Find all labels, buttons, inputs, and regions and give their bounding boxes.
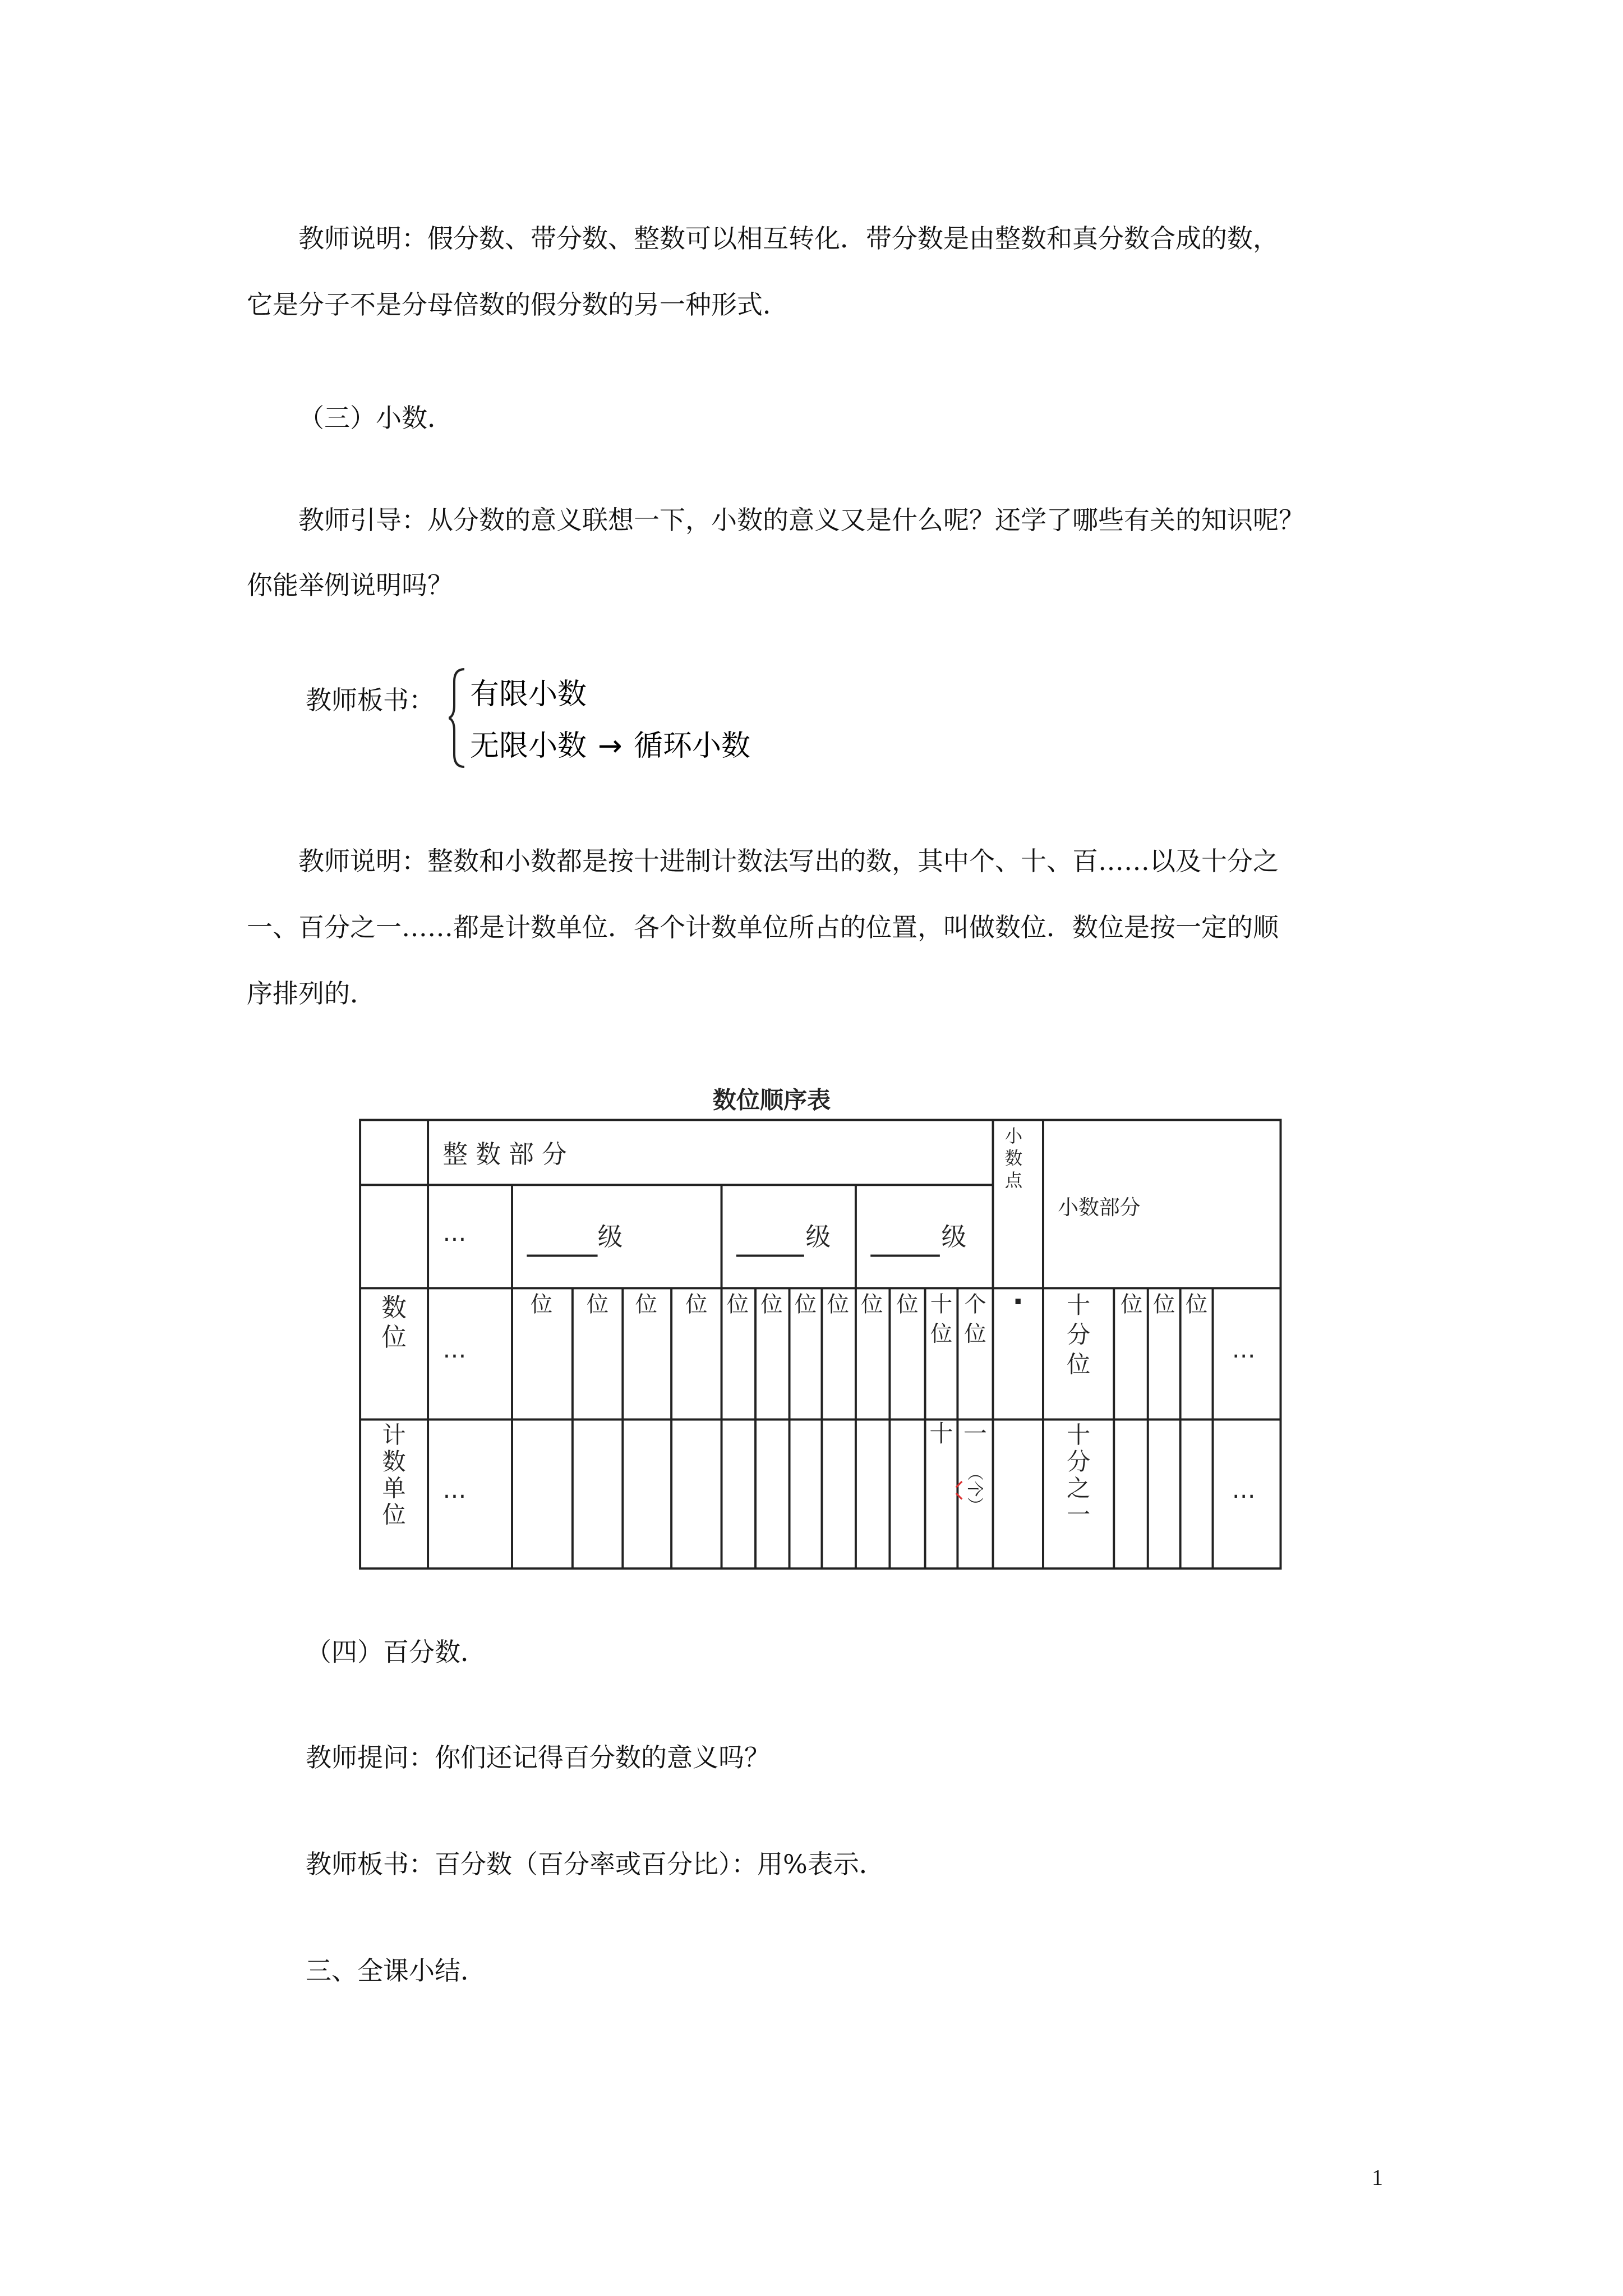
paragraph-line: 教师板书：百分数（百分率或百分比）：用%表示． — [306, 1849, 885, 1879]
ellipsis: … — [1232, 1336, 1256, 1364]
place-cell: 位 — [794, 1291, 817, 1318]
decimal-point-header: 数 — [1004, 1148, 1023, 1169]
place-cell: 位 — [685, 1291, 708, 1318]
brace-item-infinite: 无限小数 — [470, 729, 587, 763]
place-cell: 位 — [1185, 1291, 1208, 1318]
ellipsis: … — [442, 1336, 467, 1364]
paragraph-line: 教师说明：整数和小数都是按十进制计数法写出的数，其中个、十、百……以及十分之 — [298, 846, 1279, 876]
tenths-place: 十 — [1067, 1291, 1091, 1319]
section-heading: （四）百分数． — [306, 1637, 486, 1667]
brace-item-finite: 有限小数 — [470, 678, 587, 711]
place-cell: 位 — [896, 1291, 919, 1318]
ones-place: 位 — [964, 1321, 986, 1347]
paragraph-line: 一、百分之一……都是计数单位．各个计数单位所占的位置，叫做数位．数位是按一定的顺 — [247, 912, 1279, 942]
tens-unit: 十 — [929, 1419, 953, 1447]
tenths-unit: 分 — [1067, 1447, 1091, 1475]
page-number: 1 — [1372, 2165, 1383, 2190]
integer-part-header: 整 数 部 分 — [442, 1139, 567, 1169]
row-label-digit-place: 位 — [381, 1322, 407, 1352]
paragraph-line: 教师说明：假分数、带分数、整数可以相互转化．带分数是由整数和真分数合成的数， — [298, 223, 1279, 254]
ones-unit: 一 — [963, 1419, 988, 1447]
ones-unit: （个） — [965, 1464, 985, 1513]
place-cell: 位 — [586, 1291, 609, 1318]
row-label-digit-place: 数 — [381, 1292, 407, 1323]
table-title: 数位顺序表 — [712, 1086, 831, 1114]
row-label-counting-unit: 计 — [382, 1421, 406, 1449]
tens-place: 位 — [930, 1321, 953, 1347]
level-label: 级 — [597, 1222, 623, 1252]
table-border — [360, 1120, 1280, 1569]
place-cell: 位 — [726, 1291, 749, 1318]
row-label-counting-unit: 位 — [382, 1501, 406, 1529]
decimal-dot: · — [1012, 1285, 1024, 1319]
row-label-counting-unit: 单 — [382, 1474, 406, 1502]
ellipsis: … — [1232, 1475, 1256, 1503]
tenths-unit: 之 — [1067, 1474, 1091, 1502]
paragraph-line: 它是分子不是分母倍数的假分数的另一种形式． — [247, 289, 789, 320]
tenths-place: 分 — [1067, 1320, 1091, 1349]
place-cell: 位 — [861, 1291, 883, 1318]
paragraph-line: 教师提问：你们还记得百分数的意义吗？ — [306, 1742, 770, 1773]
tenths-unit: 十 — [1067, 1421, 1091, 1449]
place-cell: 位 — [1121, 1291, 1143, 1318]
place-cell: 位 — [530, 1291, 553, 1318]
tens-place: 十 — [930, 1291, 953, 1318]
decimal-point-header: 点 — [1004, 1170, 1023, 1191]
place-cell: 位 — [635, 1291, 658, 1318]
section-heading: （三）小数． — [298, 403, 453, 433]
paragraph-line: 序排列的． — [247, 978, 376, 1009]
ones-place: 个 — [964, 1291, 986, 1318]
tenths-unit: 一 — [1067, 1501, 1091, 1529]
decimal-point-header: 小 — [1004, 1126, 1023, 1147]
brace-item-repeating: 循环小数 — [634, 729, 751, 763]
row-label-counting-unit: 数 — [382, 1447, 406, 1475]
ellipsis: … — [442, 1475, 467, 1503]
level-label: 级 — [941, 1222, 967, 1252]
paragraph-line: 教师引导：从分数的意义联想一下，小数的意义又是什么呢？还学了哪些有关的知识呢？ — [298, 505, 1304, 535]
board-label: 教师板书： — [306, 685, 435, 715]
section-heading: 三、全课小结． — [306, 1955, 486, 1986]
level-label: 级 — [805, 1222, 831, 1252]
place-cell: 位 — [760, 1291, 783, 1318]
arrow-right-icon: → — [598, 729, 623, 763]
place-cell: 位 — [827, 1291, 850, 1318]
tenths-place: 位 — [1067, 1350, 1091, 1378]
decimal-part-header: 小数部分 — [1058, 1195, 1141, 1220]
ellipsis: … — [442, 1219, 467, 1247]
paragraph-line: 你能举例说明吗？ — [247, 570, 453, 600]
place-cell: 位 — [1152, 1291, 1175, 1318]
